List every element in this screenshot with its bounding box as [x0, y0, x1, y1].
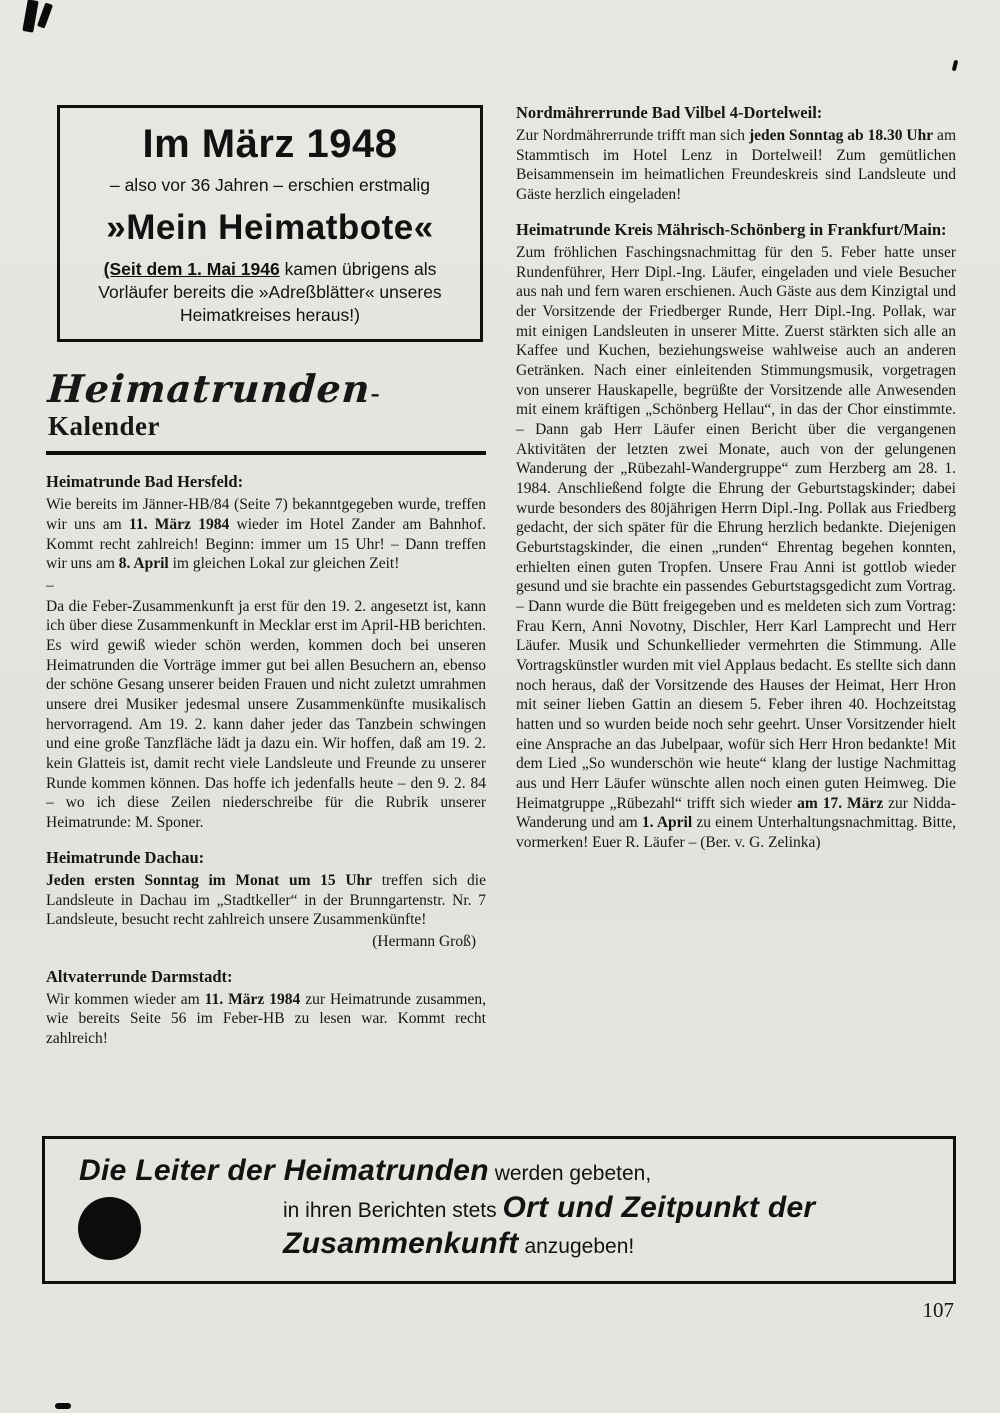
two-column-layout [46, 100, 956, 1051]
darmstadt-paragraph: Wir kommen wieder am 11. März 1984 zur Heimatrunde zusammen, wie bereits Seite 56 im Feber-HB zu lesen war. Kommt recht zahlreich! [46, 990, 486, 1048]
left-column [46, 100, 486, 1051]
announcement-title: Im März 1948 [142, 122, 398, 166]
notice-line-2 [283, 1191, 953, 1225]
hersfeld-dash: – [46, 577, 54, 595]
article-heading-dachau: Heimatrunde Dachau: [46, 847, 205, 867]
bullet-dot [78, 1197, 141, 1260]
announcement-subtitle: – also vor 36 Jahren – erschien erstmalig [109, 175, 431, 195]
schoenberg-paragraph: Zum fröhlichen Faschingsnachmittag für den 5. Feber hatte unser Rundenführer, Herr Dipl.-Ing. Läufer, eingeladen und viele Besucher aus nah und fern waren erschienen. Auch Gäste aus dem Kinzigtal und der Vorsitzende der Friedberger Runde, Herr Dipl.-Ing. Pollak, war mit einigen Landsleuten in unserer Mitte. Zuerst stärkten sich alle an Kaffee und Kuchen, beziehungsweise wahlweise auch an anderen Getränken. Nach einer einleitenden Stimmungsmusik, vorgetragen von unserer Hauskapelle, begrüßte der Vorsitzende alle Anwesenden mit einem kräftigen „Schönberg Hellau“, in das der Chor einstimmte. – Dann gab Herr Läufer einen Bericht über die vergangenen Aktivitäten der letzten zwei Monate, auch von der gelungenen Wanderung der „Rübezahl-Wandergruppe“ zum Herzberg am 28. 1. 1984. Anschließend folgte die Ehrung der Geburtstagskinder; dabei wurde besonders des 80jährigen Herrn Dipl.-Ing. Pollak aus Friedberg gedacht, der sich später für die Ehrung herzlich bedankte. Diejenigen Geburtstagskinder, die einen „runden“ Ehrentag begehen konnten, erhielten einen guten Tropfen. Unsere Frau Anni ist gottlob wieder gesund und sie brachte ein passendes Geburtstagsgedicht zum Vortrag. – Dann wurde die Bütt freigegeben und es meldeten sich zum Vortrag: Frau Kern, Anni Novotny, Dischler, Herr Karl Lamprecht und Herr Läufer. Musik und Schunkellieder vermehrten die Stimmung. Alle Vortragskünstler wurden mit viel Applaus bedacht. Es stellte sich dann noch heraus, daß der Vorsitzende des Hauses der Heimat, Herr Hron mit seiner lieben Gattin an diesem 5. Feber ihren 40. Hochzeitstag hatten und so wurden beide noch sehr geehrt. Unser Vorsitzender hielt eine Ansprache an das Jubelpaar, wofür sich Herr Hron bedankte! Mit dem Lied „So wunderschön wie heute“ klang der lustige Nachmittag aus und Herr Läufer wünschte allen noch einen guten Heimweg. Die Heimatgruppe „Rübezahl“ trifft sich wieder am 17. März zur Nidda-Wanderung und am 1. April zu einem Unterhaltungsnachmittag. Bitte, vormerken! Euer R. Läufer – (Ber. v. G. Zelinka) [516, 243, 956, 852]
dachau-byline: (Hermann Groß) [372, 932, 476, 950]
hersfeld-paragraph-1: Wie bereits im Jänner-HB/84 (Seite 7) bekanntgegeben wurde, treffen wir uns am 11. März 1984 wieder im Hotel Zander am Bahnhof. Kommt recht zahlreich! Beginn: immer um 15 Uhr! – Dann treffen wir uns am 8. April im gleichen Lokal zur gleichen Zeit! [46, 496, 486, 573]
article-heading-schoenberg: Heimatrunde Kreis Mährisch-Schönberg in Frankfurt/Main: [516, 219, 947, 239]
notice-line-1 [79, 1154, 953, 1188]
kalender-plain-text: -Kalender [48, 378, 381, 442]
scan-artifact [952, 60, 959, 72]
scan-artifact [55, 1403, 71, 1409]
scan-artifact [22, 0, 38, 33]
announcement-box [57, 105, 483, 342]
notice-small-text: in ihren Berichten stets [283, 1199, 503, 1222]
notice-big-text: Zusammenkunft [283, 1227, 519, 1260]
announcement-note: (Seit dem 1. Mai 1946 kamen übrigens als Vorläufer bereits die »Adreßblätter« unseres Heimatkreises heraus!) [98, 259, 442, 326]
notice-line-3 [283, 1227, 953, 1261]
notice-big-text: Die Leiter der Heimatrunden [79, 1154, 489, 1187]
kalender-section-heading [46, 366, 486, 455]
scan-artifact [37, 2, 53, 28]
nordmaehrer-paragraph: Zur Nordmährerrunde trifft man sich jeden Sonntag ab 18.30 Uhr am Stammtisch im Hotel Lenz in Dortelweil! Zum gemütlichen Beisammensein im heimatlichen Freundeskreis sind Landsleute und Gäste herzlich eingeladen! [516, 127, 956, 204]
kalender-script-text: Heimatrunden [46, 366, 373, 412]
notice-box [42, 1136, 956, 1284]
notice-small-text: werden gebeten, [488, 1162, 652, 1185]
page-number: 107 [922, 1298, 954, 1322]
article-heading-nordmaehrer: Nordmährerrunde Bad Vilbel 4-Dortelweil: [516, 103, 823, 122]
dachau-paragraph: Jeden ersten Sonntag im Monat um 15 Uhr treffen sich die Landsleute in Dachau im „Stadtkeller“ in der Brunngartenstr. Nr. 7 Landsleute, besucht recht zahlreich unsere Zusammenkünfte! [46, 871, 486, 929]
notice-big-text: Ort und Zeitpunkt der [502, 1191, 816, 1224]
notice-small-text: anzugeben! [518, 1235, 635, 1258]
hersfeld-paragraph-2: Da die Feber-Zusammenkunft ja erst für den 19. 2. angesetzt ist, kann ich über diese Zusammenkunft in Mecklar erst im April-HB berichten. Es wird gewiß wieder schön werden, kommen doch bei unseren Heimatrunden die Vorträge immer gut bei allen Besuchern an, ebenso der schöne Gesang unserer beiden Frauen und nicht zuletzt umrahmen unsere drei Musiker jedesmal unsere Zusammenkünfte musikalisch hervorragend. Am 19. 2. kann daher jeder das Tanzbein schwingen und eine große Tanzfläche lädt ja dazu ein. Wir hoffen, daß am 19. 2. kein Glatteis ist, damit recht viele Landsleute und Freunde zu unserer Runde kommen können. Das hoffe ich jedenfalls heute – den 9. 2. 84 – wo ich diese Zeilen niederschreibe für die Rubrik unserer Heimatrunde: M. Sponer. [46, 597, 486, 832]
announcement-brand: »Mein Heimatbote« [106, 208, 434, 247]
article-heading-hersfeld: Heimatrunde Bad Hersfeld: [46, 472, 244, 492]
right-column [516, 100, 956, 1051]
article-heading-darmstadt: Altvaterrunde Darmstadt: [46, 966, 233, 986]
